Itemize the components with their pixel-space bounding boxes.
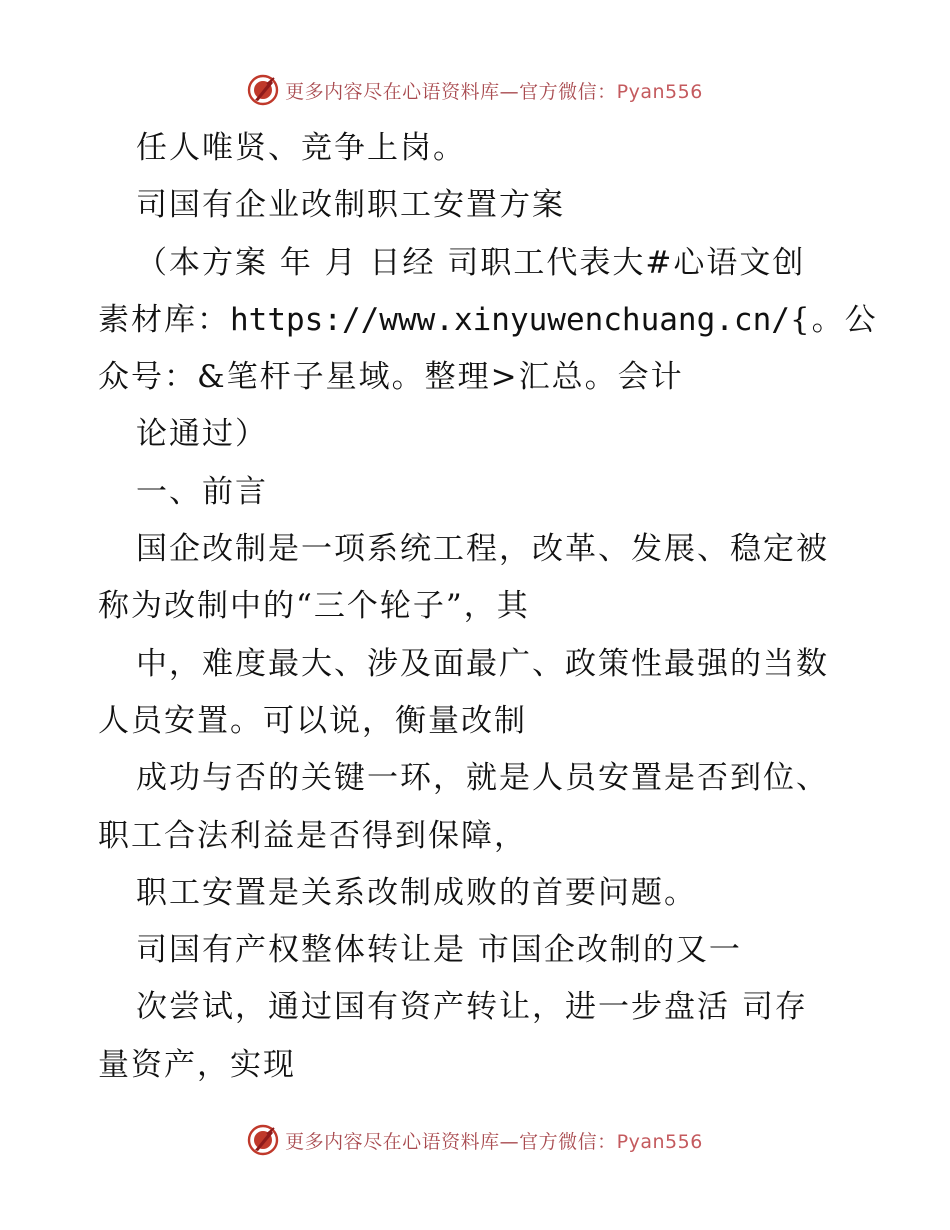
paragraph-line: 量资产，实现 [98,1046,296,1083]
paragraph-line: 中，难度最大、涉及面最广、政策性最强的当数 [136,645,829,682]
paragraph-line: 素材库：https://www.xinyuwenchuang.cn/{。公 [98,301,878,338]
paragraph-line: （本方案 年 月 日经 司职工代表大#心语文创 [136,244,806,281]
paragraph-line: 次尝试，通过国有资产转让，进一步盘活 司存 [136,989,808,1026]
document-body [98,120,878,1094]
banner-text: 更多内容尽在心语资料库—官方微信：Pyan556 [285,80,703,103]
paragraph-line: 任人唯贤、竞争上岗。 [136,130,466,166]
paragraph-line: 称为改制中的“三个轮子”，其 [98,588,530,625]
footer-watermark-banner [0,1120,950,1160]
header-watermark-banner [0,70,950,110]
red-quill-logo-icon [247,1124,279,1156]
paragraph-line: 职工安置是关系改制成败的首要问题。 [136,874,697,911]
paragraph-line: 职工合法利益是否得到保障， [98,817,527,854]
document-title-line: 司国有企业改制职工安置方案 [136,187,565,224]
section-heading: 一、前言 [136,473,268,510]
banner-text: 更多内容尽在心语资料库—官方微信：Pyan556 [285,1130,703,1153]
paragraph-line: 论通过） [136,416,268,453]
paragraph-line: 司国有产权整体转让是 市国企改制的又一 [136,932,742,969]
paragraph-line: 众号：&笔杆子星域。整理>汇总。会计 [98,359,684,396]
paragraph-line: 国企改制是一项系统工程，改革、发展、稳定被 [136,531,829,568]
paragraph-line: 成功与否的关键一环，就是人员安置是否到位、 [136,760,829,797]
red-quill-logo-icon [247,74,279,106]
source-url-text: https://www.xinyuwenchuang.cn/ [230,301,790,338]
paragraph-line: 人员安置。可以说，衡量改制 [98,702,527,739]
